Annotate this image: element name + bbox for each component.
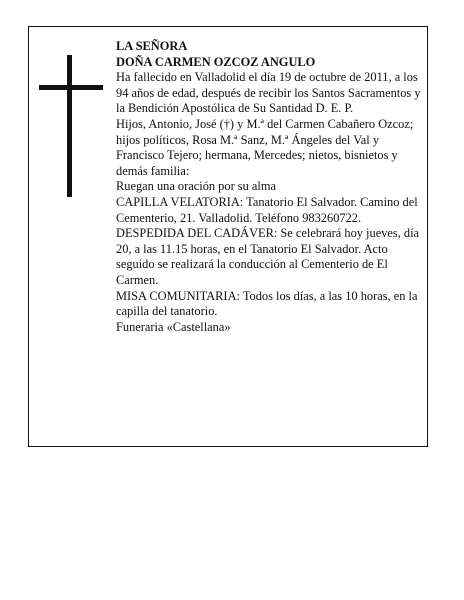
prayer-request: Ruegan una oración por su alma: [116, 179, 276, 194]
farewell-info: DESPEDIDA DEL CADÁVER: Se celebrará hoy jueves, día 20, a las 11.15 horas, en el Tanatorio El Salvador. Acto seguido se realizará la conducción al Cementerio de El Carmen.: [116, 226, 420, 287]
notice-title: LA SEÑORA: [116, 39, 188, 53]
notice-text: [116, 39, 422, 335]
obituary-notice: [28, 26, 428, 447]
family-list: Hijos, Antonio, José (†) y M.ª del Carmen Cabañero Ozcoz; hijos políticos, Rosa M.ª Sanz, M.ª Ángeles del Val y Francisco Tejero; hermana, Mercedes; nietos, bisnietos y demás familia:: [116, 116, 414, 178]
funeral-chapel-info: CAPILLA VELATORIA: Tanatorio El Salvador. Camino del Cementerio, 21. Valladolid. Teléfono 983260722.: [116, 194, 418, 225]
cross-horizontal-bar: [39, 85, 103, 90]
mass-info: MISA COMUNITARIA: Todos los días, a las 10 horas, en la capilla del tanatorio.: [116, 288, 418, 319]
death-announcement: Ha fallecido en Valladolid el día 19 de octubre de 2011, a los 94 años de edad, después de recibir los Santos Sacramentos y la Bendición Apostólica de Su Santidad D. E. P.: [116, 70, 421, 116]
cross-vertical-bar: [67, 55, 72, 197]
deceased-name: DOÑA CARMEN OZCOZ ANGULO: [116, 54, 316, 69]
funeral-home: Funeraria «Castellana»: [116, 319, 231, 334]
cross-icon: [39, 55, 103, 197]
